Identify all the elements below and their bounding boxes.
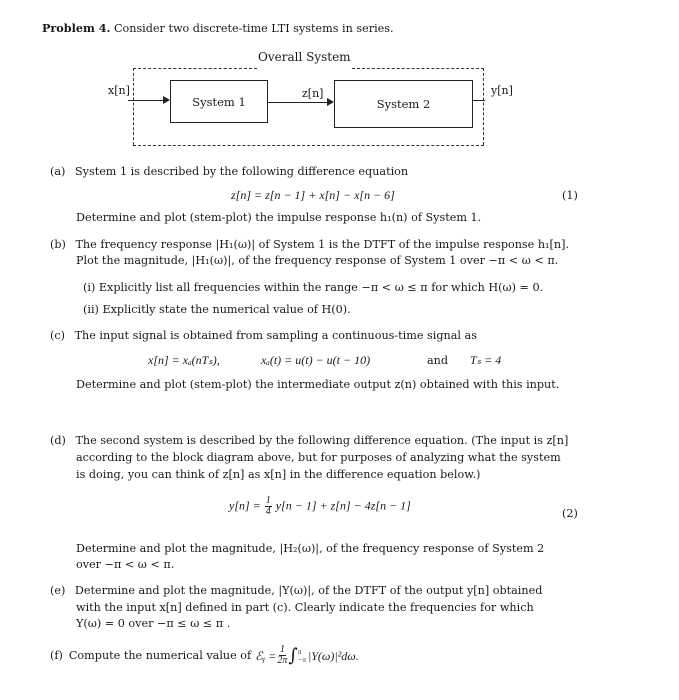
part-d-task2: over −π < ω < π. [76, 558, 175, 571]
part-f-integral-limits [298, 648, 306, 664]
part-f-label: (f) [50, 648, 63, 662]
part-f [50, 645, 359, 666]
part-d-task1: Determine and plot the magnitude, |H₂(ω)|, of the frequency response of System 2 [76, 542, 545, 555]
overall-system-label: Overall System [258, 50, 351, 64]
part-d-frac-num: 1 [265, 495, 271, 506]
input-arrowhead [163, 96, 170, 104]
part-f-int-lower: −π [297, 655, 306, 664]
part-c-eq-sampling: x[n] = xₐ(nTₛ), [148, 353, 220, 367]
system2-label: System 2 [376, 97, 431, 111]
problem-intro: Consider two discrete-time LTI systems in series. [113, 22, 394, 35]
part-a-task: Determine and plot (stem-plot) the impulse response h₁(n) of System 1. [76, 211, 482, 224]
part-f-text: Compute the numerical value of [68, 648, 252, 662]
integral-sign-icon: ∫ [288, 644, 298, 666]
part-f-frac-num: 1 [279, 644, 285, 655]
part-e-line3: Y(ω) = 0 over −π ≤ ω ≤ π . [76, 617, 231, 630]
part-c-text: The input signal is obtained from sampling a continuous-time signal as [74, 329, 477, 342]
part-d-line1-text: The second system is described by the following difference equation. (The input is z[n] [75, 434, 569, 447]
part-d-label: (d) [50, 434, 66, 447]
part-d-eq-lhs: y[n] = [229, 498, 261, 513]
part-e-label: (e) [50, 584, 66, 597]
boundary-bottom [133, 145, 484, 146]
part-b-line2: Plot the magnitude, |H₁(ω)|, of the frequency response of System 1 over −π < ω < π. [76, 254, 559, 267]
part-b-subitem-ii: (ii) Explicitly state the numerical value of H(0). [83, 303, 351, 316]
output-line [473, 100, 485, 101]
boundary-right [483, 68, 484, 145]
part-d-line1 [50, 434, 568, 448]
part-c-eq-signal: xₐ(t) = u(t) − u(t − 10) [261, 353, 371, 367]
mid-arrowhead [327, 98, 334, 106]
part-c-eq-period: Tₛ = 4 [470, 353, 502, 367]
part-a-label: (a) [50, 165, 66, 178]
part-b-label: (b) [50, 238, 66, 251]
boundary-left [133, 68, 134, 145]
part-d-eq-number: (2) [562, 507, 578, 520]
part-f-frac-den: 2π [277, 655, 288, 666]
part-a-eq-number: (1) [562, 189, 578, 202]
boundary-top-right [352, 68, 484, 69]
part-d-frac-den: 4 [265, 506, 271, 517]
part-e-line2: with the input x[n] defined in part (c). Clearly indicate the frequencies for which [76, 601, 534, 614]
part-e-line1-text: Determine and plot the magnitude, |Y(ω)|, of the DTFT of the output y[n] obtained [74, 584, 543, 597]
part-e-line1 [50, 584, 542, 598]
part-b-line1 [50, 238, 569, 252]
part-f-fraction [277, 645, 287, 666]
part-d-eq-fraction [265, 496, 272, 517]
mid-signal-label: z[n] [302, 87, 324, 100]
system2-block [334, 80, 473, 128]
part-a-intro [50, 165, 408, 179]
part-d-equation [229, 496, 411, 517]
part-d-line2: according to the block diagram above, but for purposes of analyzing what the system [76, 451, 561, 464]
part-f-int-upper: π [297, 647, 302, 656]
input-signal-label: x[n] [108, 84, 130, 97]
part-a-equation: z[n] = z[n − 1] + x[n] − x[n − 6] [231, 188, 395, 202]
part-b-subitem-i: (i) Explicitly list all frequencies within the range −π < ω ≤ π for which H(ω) = 0. [83, 281, 544, 294]
boundary-top-left [133, 68, 257, 69]
part-d-line3: is doing, you can think of z[n] as x[n] in the difference equation below.) [76, 468, 481, 481]
problem-label: Problem 4. [42, 21, 111, 35]
input-line [128, 100, 164, 101]
output-signal-label: y[n] [491, 84, 513, 97]
system1-block [170, 80, 268, 123]
system1-label: System 1 [192, 94, 246, 109]
part-c-task: Determine and plot (stem-plot) the intermediate output z(n) obtained with this input. [76, 378, 560, 391]
part-c-eq-and: and [427, 354, 449, 367]
problem-heading [42, 21, 394, 36]
part-f-energy-symbol: ℰᵧ = [255, 648, 277, 663]
part-b-line1-text: The frequency response |H₁(ω)| of System 1 is the DTFT of the impulse response h₁[n]. [75, 238, 570, 251]
part-c-intro [50, 329, 477, 343]
part-d-eq-rhs: y[n − 1] + z[n] − 4z[n − 1] [275, 498, 411, 513]
part-a-text: System 1 is described by the following difference equation [74, 165, 409, 178]
part-c-label: (c) [50, 329, 65, 342]
mid-line [268, 102, 328, 103]
part-f-integrand: |Y(ω)|²dω. [307, 648, 359, 663]
